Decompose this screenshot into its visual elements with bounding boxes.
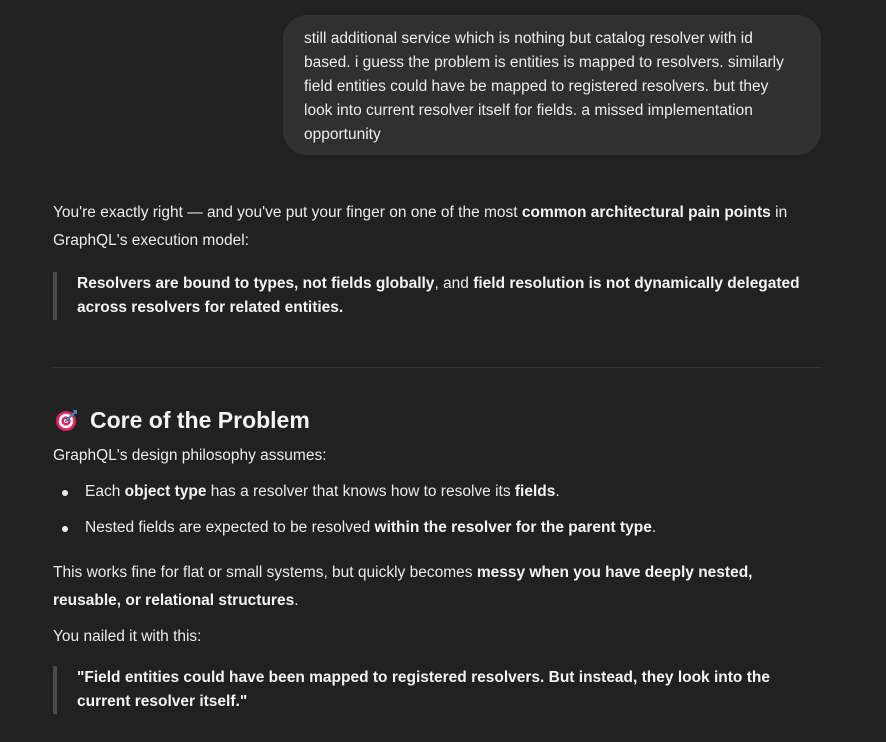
bullet-text: Nested fields are expected to be resolved <box>85 519 375 536</box>
bullet-text: . <box>555 483 560 500</box>
intro-bold: common architectural pain points <box>521 204 771 221</box>
quote2-text: "Field entities could have been mapped to registered resolvers. But instead, they look into the current resolver itself." <box>77 669 770 710</box>
user-message-text: still additional service which is nothing but catalog resolver with id based. i guess the problem is entities is mapped to resolvers. similarly field entities could have be mapped to registered resolvers. but they look into current resolver itself for fields. a missed implementation opportunity <box>304 30 784 143</box>
bullet-text: . <box>651 519 657 536</box>
nailed-paragraph: You nailed it with this: <box>53 628 202 645</box>
bullet-bold: within the resolver for the parent type <box>374 519 652 536</box>
dart-icon <box>55 408 79 432</box>
philosophy-paragraph: GraphQL's design philosophy assumes: <box>53 447 327 464</box>
bullet-bold: object type <box>124 483 207 500</box>
works-paragraph <box>53 559 821 615</box>
blockquote-1 <box>53 272 821 320</box>
bullet-list <box>53 474 821 546</box>
quote1-mid: , and <box>434 275 474 292</box>
intro-paragraph <box>53 199 821 255</box>
intro-text-2: in GraphQL's execution model: <box>53 204 788 249</box>
list-item <box>53 474 821 510</box>
assistant-message <box>53 200 821 714</box>
section-divider <box>53 367 821 368</box>
section-heading <box>53 406 821 434</box>
user-message-bubble <box>283 15 821 155</box>
works-bold: messy when you have deeply nested, reusable, or relational structures <box>53 564 753 609</box>
list-item <box>53 510 821 546</box>
blockquote-2 <box>53 666 821 714</box>
works-text-end: . <box>294 592 299 609</box>
quote1-bold-2: field resolution is not dynamically delegated across resolvers for related entities. <box>77 275 800 316</box>
intro-text-1: You're exactly right — and you've put your finger on one of the most <box>53 204 522 221</box>
quote1-bold-1: Resolvers are bound to types, not fields globally <box>77 275 435 292</box>
section-title: Core of the Problem <box>90 407 310 433</box>
bullet-text: Each <box>85 483 125 500</box>
bullet-bold: fields <box>514 483 556 500</box>
bullet-text: has a resolver that knows how to resolve its <box>206 483 515 500</box>
works-text: This works fine for flat or small systems, but quickly becomes <box>53 564 477 581</box>
